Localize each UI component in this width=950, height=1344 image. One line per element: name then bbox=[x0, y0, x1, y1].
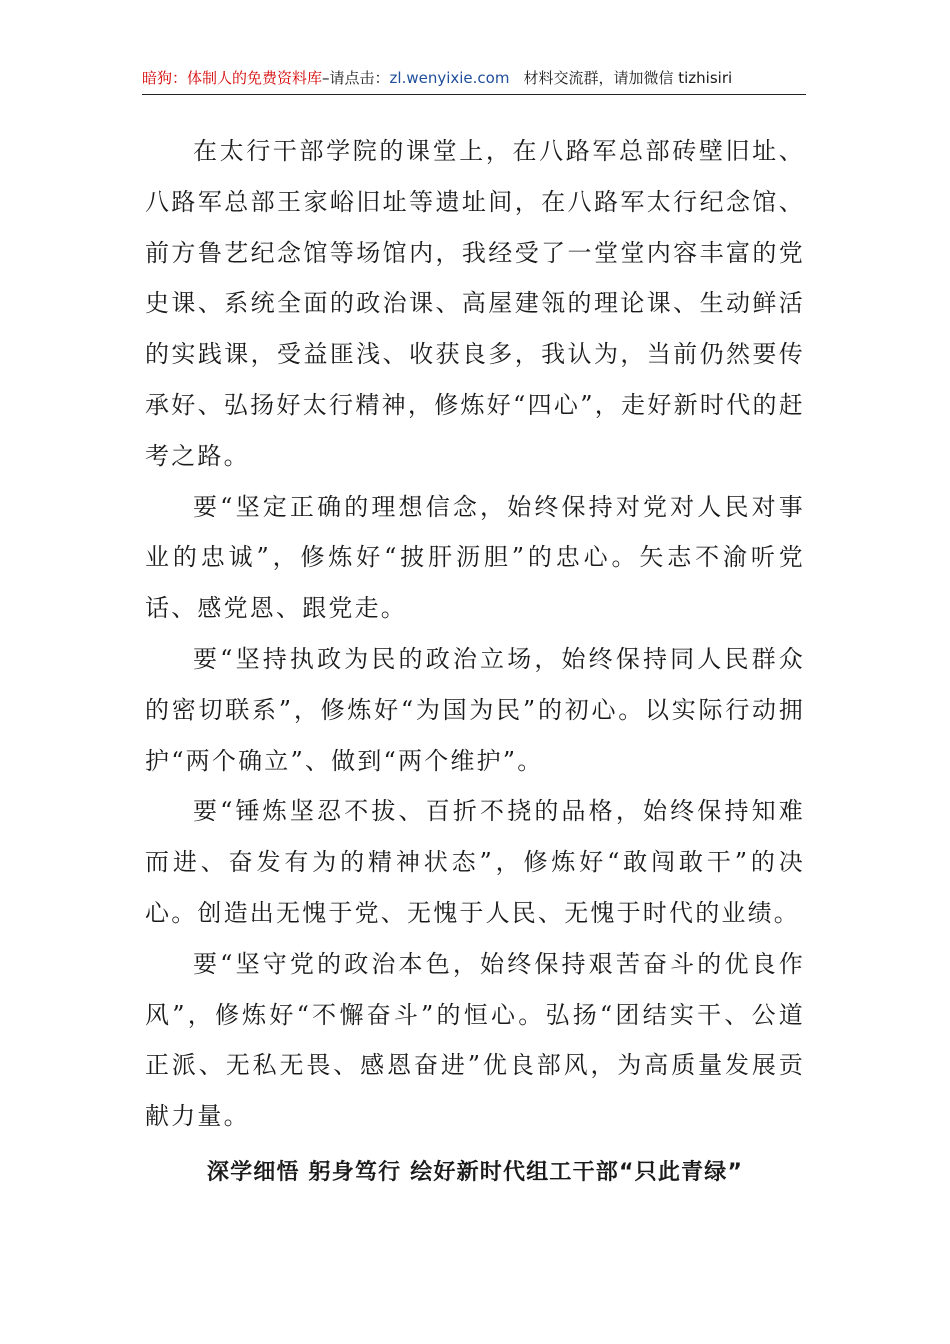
section-title: 深学细悟 躬身笃行 绘好新时代组工干部“只此青绿” bbox=[206, 1159, 744, 1185]
page-header bbox=[142, 66, 806, 95]
paragraph-2: 要“坚定正确的理想信念，始终保持对党对人民对事业的忠诚”，修炼好“披肝沥胆”的忠心。矢志不渝听党话、感党恩、跟党走。 bbox=[145, 492, 805, 623]
document-body bbox=[145, 126, 805, 1198]
header-group-text: 材料交流群，请加微信 tizhisiri bbox=[523, 69, 733, 87]
header-link-label: –请点击： bbox=[322, 69, 390, 87]
paragraph-1: 在太行干部学院的课堂上，在八路军总部砖壁旧址、八路军总部王家峪旧址等遗址间，在八路军太行纪念馆、前方鲁艺纪念馆等场馆内，我经受了一堂堂内容丰富的党史课、系统全面的政治课、高屋建瓴的理论课、生动鲜活的实践课，受益匪浅、收获良多，我认为，当前仍然要传承好、弘扬好太行精神，修炼好“四心”，走好新时代的赶考之路。 bbox=[145, 137, 805, 470]
paragraph-3: 要“坚持执政为民的政治立场，始终保持同人民群众的密切联系”，修炼好“为国为民”的初心。以实际行动拥护“两个确立”、做到“两个维护”。 bbox=[145, 644, 805, 775]
paragraph-4: 要“锤炼坚忍不拔、百折不挠的品格，始终保持知难而进、奋发有为的精神状态”，修炼好“敢闯敢干”的决心。创造出无愧于党、无愧于人民、无愧于时代的业绩。 bbox=[145, 797, 805, 927]
header-brand: 暗狗：体制人的免费资料库 bbox=[142, 69, 323, 87]
header-url-link[interactable]: zl.wenyixie.com bbox=[389, 69, 510, 87]
paragraph-5: 要“坚守党的政治本色，始终保持艰苦奋斗的优良作风”，修炼好“不懈奋斗”的恒心。弘扬“团结实干、公道正派、无私无畏、感恩奋进”优良部风，为高质量发展贡献力量。 bbox=[145, 949, 805, 1131]
